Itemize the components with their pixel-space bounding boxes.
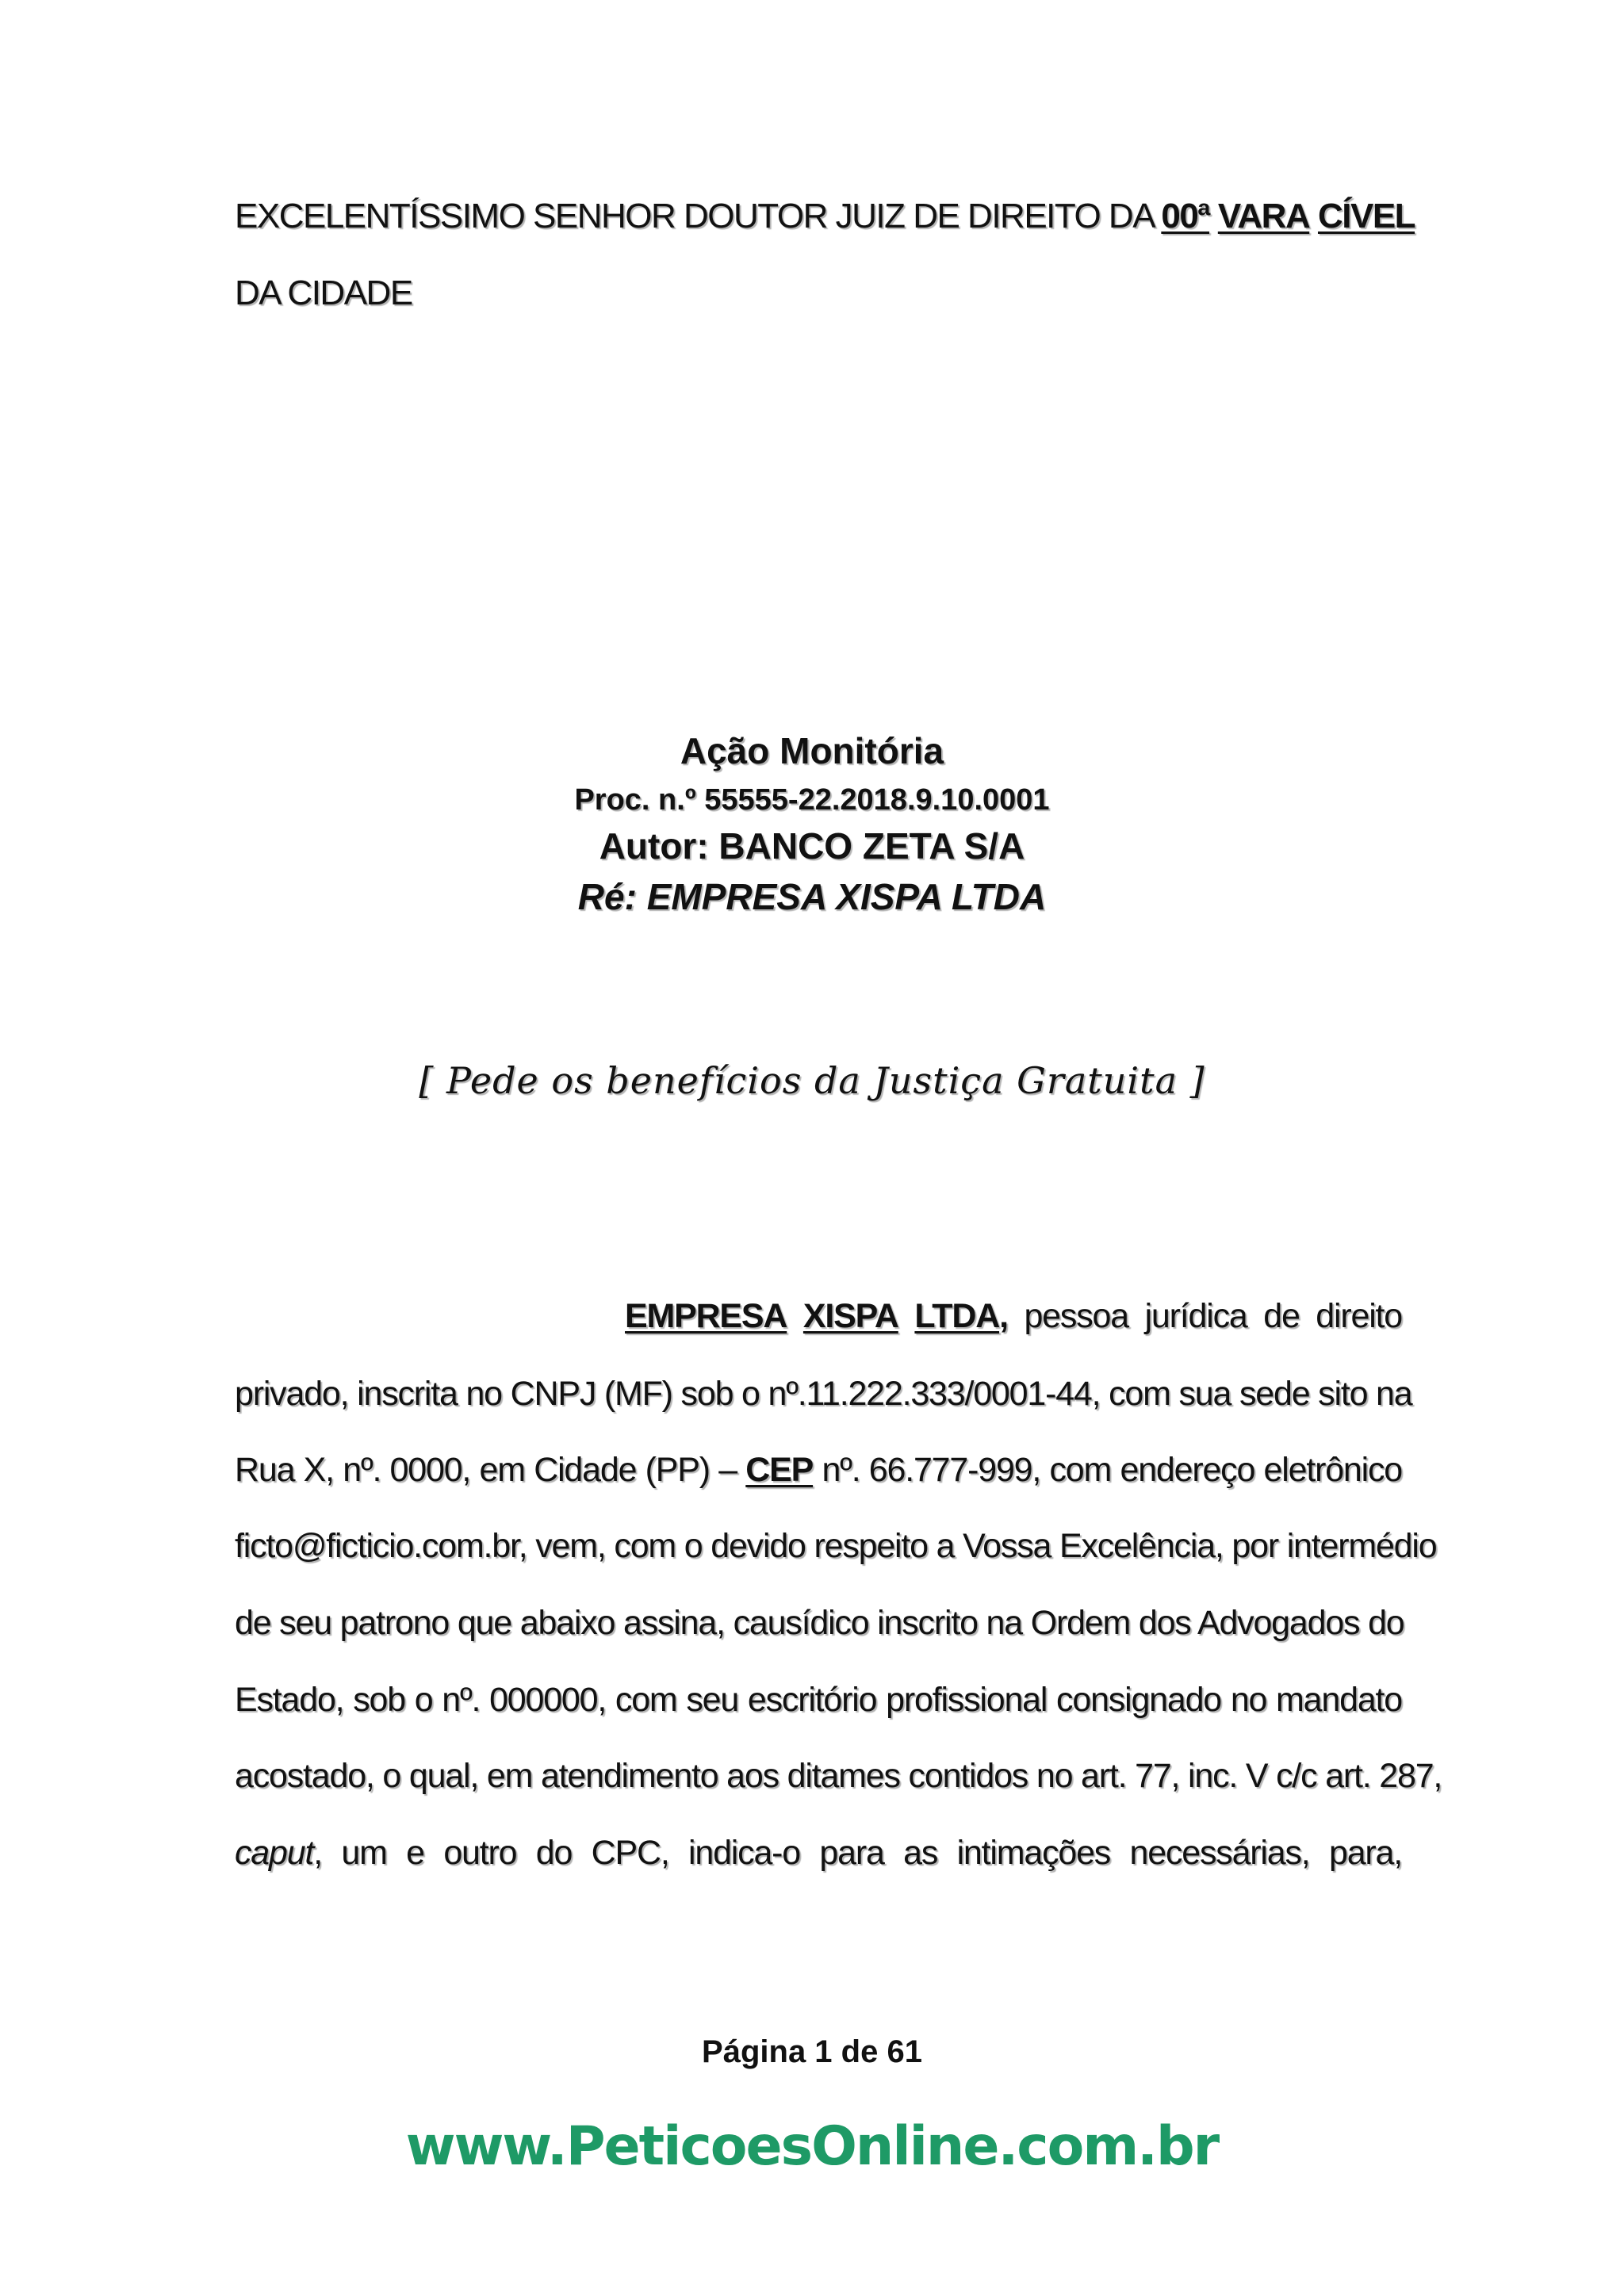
body-line-2: privado, inscrita no CNPJ (MF) sob o nº.11.222.333/0001-44, com sua sede sito na	[235, 1375, 1412, 1413]
body-line-5: de seu patrono que abaixo assina, causídico inscrito na Ordem dos Advogados do	[235, 1604, 1404, 1642]
party-name-comma: ,	[999, 1297, 1008, 1335]
body-line-8-rest: , um e outro do CPC, indica-o para as intimações necessárias, para,	[313, 1834, 1402, 1872]
case-plaintiff: Autor: BANCO ZETA S/A	[599, 825, 1025, 867]
body-line-3-post: nº. 66.777-999, com endereço eletrônico	[813, 1451, 1402, 1489]
vara-number: 00ª	[1161, 197, 1210, 235]
body-line-3-pre: Rua X, nº. 0000, em Cidade (PP) –	[235, 1451, 746, 1489]
process-number: Proc. n.º 55555-22.2018.9.10.0001	[574, 783, 1050, 817]
addressee-line-1	[235, 197, 1415, 236]
caput-word: caput	[235, 1834, 314, 1872]
body-line-8	[235, 1834, 1402, 1873]
body-line-1	[625, 1297, 1402, 1336]
vara-word: VARA	[1217, 197, 1310, 235]
case-title: Ação Monitória	[680, 730, 944, 771]
party-name-empresa: EMPRESA	[625, 1297, 787, 1335]
body-line-7: acostado, o qual, em atendimento aos ditames contidos no art. 77, inc. V c/c art. 287,	[235, 1757, 1442, 1795]
addressee-prefix: EXCELENTÍSSIMO SENHOR DOUTOR JUIZ DE DIREITO DA	[235, 197, 1162, 235]
party-name-ltda: LTDA	[914, 1297, 1000, 1335]
body-line-1-rest: pessoa jurídica de direito	[1007, 1297, 1403, 1335]
case-defendant: Ré: EMPRESA XISPA LTDA	[577, 876, 1047, 917]
party-name-xispa: XISPA	[802, 1297, 898, 1335]
justice-gratuita-note: [ Pede os benefícios da Justiça Gratuita ]	[419, 1059, 1205, 1102]
body-line-4: ficto@ficticio.com.br, vem, com o devido respeito a Vossa Excelência, por intermédio	[235, 1527, 1437, 1565]
addressee-line-2: DA CIDADE	[235, 274, 412, 312]
page-number: Página 1 de 61	[702, 2034, 922, 2069]
body-line-3	[235, 1451, 1402, 1490]
cep-label: CEP	[745, 1451, 814, 1489]
site-logo: www.PeticoesOnline.com.br	[405, 2115, 1219, 2178]
civel-word: CÍVEL	[1317, 197, 1415, 235]
body-line-6: Estado, sob o nº. 000000, com seu escritório profissional consignado no mandato	[235, 1681, 1402, 1719]
